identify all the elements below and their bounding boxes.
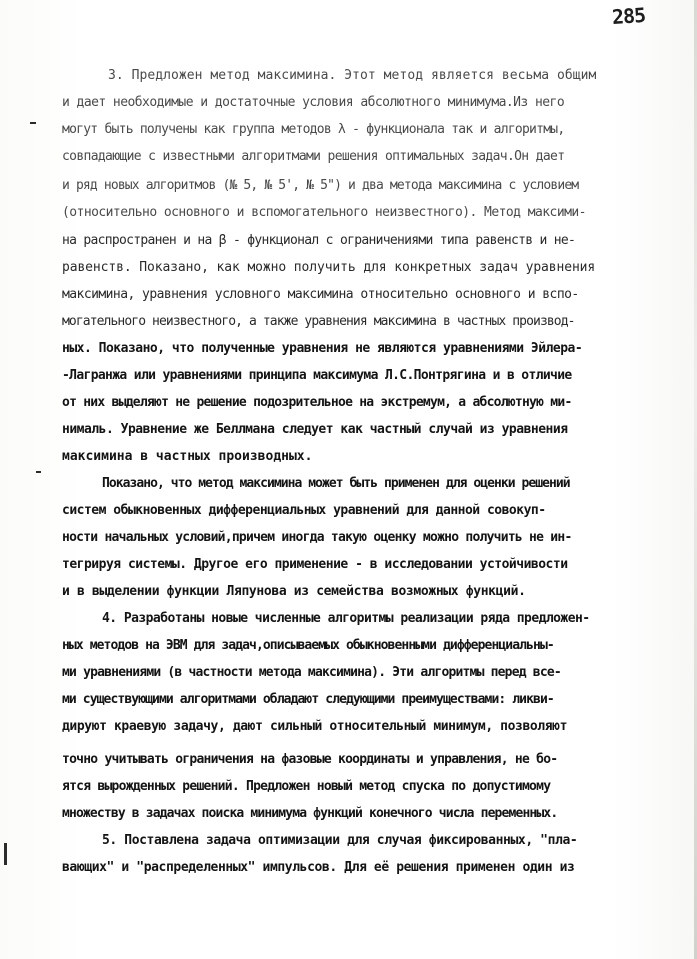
text-line: и дает необходимые и достаточные условия абсолютного минимума.Из него — [62, 95, 565, 110]
text-line: дируют краевую задачу, дают сильный относительный минимум, позволяют — [62, 719, 568, 734]
text-line: на распространен и на β - функционал с ограничениями типа равенств и не- — [62, 233, 576, 248]
text-line: систем обыкновенных дифференциальных уравнений для данной совокуп- — [62, 503, 546, 518]
text-line: ми уравнениями (в частности метода максимина). Эти алгоритмы перед все- — [62, 665, 561, 680]
text-line: вающих" и "распределенных" импульсов. Для её решения применен один из — [62, 860, 575, 875]
text-line: равенств. Показано, как можно получить для конкретных задач уравнения — [62, 260, 596, 275]
text-line: ятся вырожденных решений. Предложен новый метод спуска по допустимому — [62, 779, 551, 794]
text-line: (относительно основного и вспомогательного неизвестного). Метод максими- — [62, 205, 586, 220]
text-line: -Лагранжа или уравнениями принципа максимума Л.С.Понтрягина и в отличие — [62, 368, 572, 383]
text-line: и в выделении функции Ляпунова из семейства возможных функций. — [62, 584, 526, 599]
text-line: множеству в задачах поиска минимума функций конечного числа переменных. — [62, 806, 558, 821]
text-line: ности начальных условий,причем иногда такую оценку можно получить не ин- — [62, 530, 572, 545]
text-line: 3. Предложен метод максимина. Этот метод является весьма общим — [108, 68, 597, 83]
margin-mark — [30, 122, 36, 124]
text-line: 5. Поставлена задача оптимизации для случая фиксированных, "пла- — [102, 833, 578, 848]
text-line: совпадающие с известными алгоритмами решения оптимальных задач.Он дает — [62, 149, 565, 164]
text-line: могательного неизвестного, а также уравнения максимина в частных производ- — [62, 314, 575, 329]
text-line: ми существующими алгоритмами обладают следующими преимуществами: ликви- — [62, 692, 554, 707]
text-line: могут быть получены как группа методов λ - функционала так и алгоритмы, — [62, 122, 565, 137]
text-line: максимина в частных производных. — [62, 449, 313, 464]
text-line: ных. Показано, что полученные уравнения не являются уравнениями Эйлера- — [62, 341, 583, 356]
text-line: от них выделяют не решение подозрительное на экстремум, а абсолютную ми- — [62, 395, 572, 410]
text-line: ных методов на ЭВМ для задач,описываемых обыкновенными дифференциальны- — [62, 638, 554, 653]
margin-mark — [36, 471, 41, 473]
text-line: Показано, что метод максимина может быть применен для оценки решений — [102, 476, 570, 491]
text-line: максимина, уравнения условного максимина относительно основного и вспо- — [62, 287, 579, 302]
text-line: тегрируя системы. Другое его применение - в исследовании устойчивости — [62, 557, 568, 572]
text-line: нималь. Уравнение же Беллмана следует как частный случай из уравнения — [62, 422, 568, 437]
text-line: точно учитывать ограничения на фазовые координаты и управления, не бо- — [62, 752, 558, 767]
margin-mark — [4, 843, 7, 865]
text-line: и ряд новых алгоритмов (№ 5, № 5', № 5") и два метода максимина с условием — [62, 178, 579, 193]
page-number: 285 — [611, 2, 646, 30]
text-line: 4. Разработаны новые численные алгоритмы реализации ряда предложен- — [102, 611, 590, 626]
